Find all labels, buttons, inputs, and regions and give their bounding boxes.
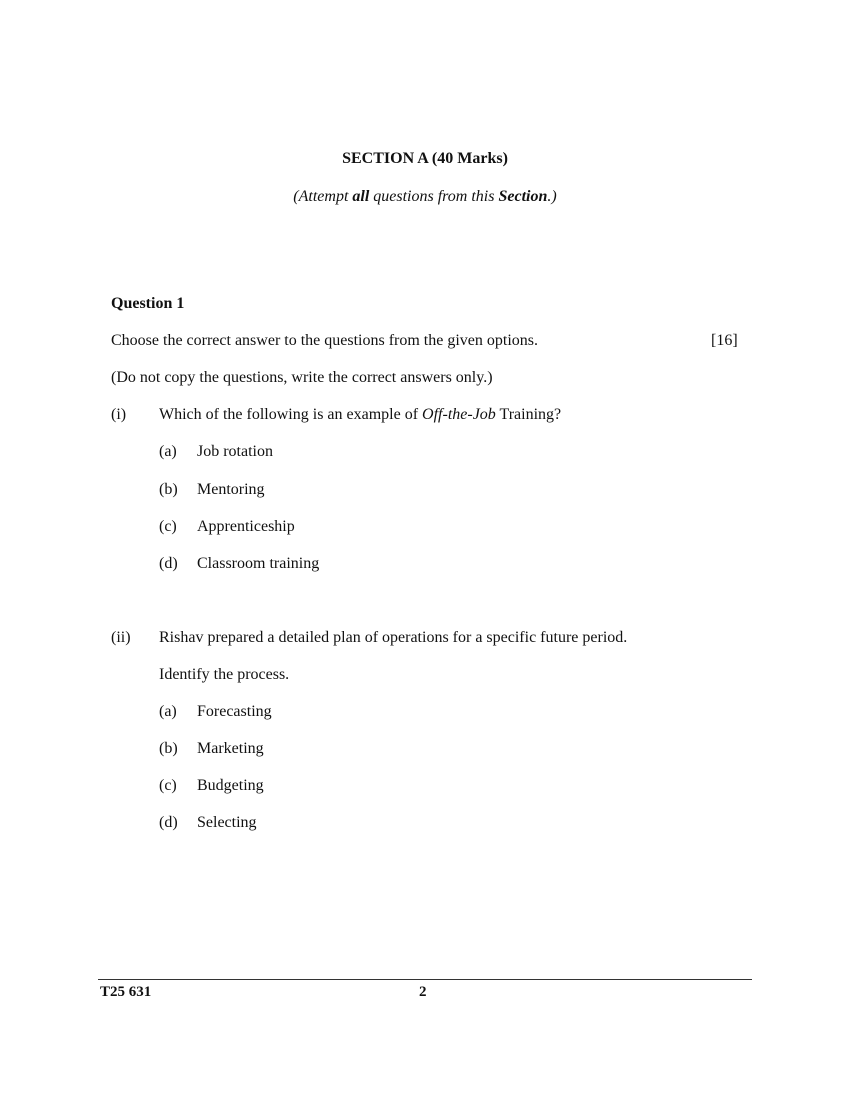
section-title: SECTION A (40 Marks)	[342, 150, 508, 167]
option-text: Marketing	[197, 740, 264, 757]
part-question-text: Rishav prepared a detailed plan of operations for a specific future period.	[159, 629, 628, 646]
instruction-suffix: .)	[547, 188, 557, 205]
option-text: Job rotation	[197, 443, 273, 460]
instruction-prefix: (Attempt	[293, 188, 353, 205]
option-text: Classroom training	[197, 555, 320, 572]
part-text-after: Training?	[495, 406, 562, 423]
instruction-middle: questions from this	[369, 188, 499, 205]
part-question-text	[159, 406, 561, 424]
option-text: Apprenticeship	[197, 518, 295, 535]
option-text: Selecting	[197, 814, 257, 831]
question-instruction: Choose the correct answer to the questions from the given options.	[111, 332, 539, 349]
option-letter: (d)	[159, 814, 178, 831]
option-text: Forecasting	[197, 703, 272, 720]
page-number: 2	[419, 984, 427, 1000]
question-note: (Do not copy the questions, write the correct answers only.)	[111, 369, 493, 386]
option-letter: (a)	[159, 703, 177, 720]
part-number: (ii)	[111, 629, 131, 646]
option-letter: (a)	[159, 443, 177, 460]
option-letter: (b)	[159, 481, 178, 498]
option-letter: (d)	[159, 555, 178, 572]
part-text-before: Which of the following is an example of	[159, 406, 423, 423]
section-instruction	[0, 188, 850, 206]
instruction-emphasis-section: Section	[498, 188, 548, 205]
option-letter: (b)	[159, 740, 178, 757]
question-heading: Question 1	[111, 295, 185, 312]
option-letter: (c)	[159, 518, 177, 535]
part-number: (i)	[111, 406, 127, 423]
option-letter: (c)	[159, 777, 177, 794]
paper-code: T25 631	[100, 984, 152, 1000]
option-text: Mentoring	[197, 481, 265, 498]
option-text: Budgeting	[197, 777, 264, 794]
part-subtext: Identify the process.	[159, 666, 290, 683]
footer-divider	[98, 979, 752, 980]
question-marks: [16]	[711, 332, 738, 349]
instruction-emphasis-all: all	[352, 188, 370, 205]
part-text-italic: Off-the-Job	[422, 406, 496, 423]
